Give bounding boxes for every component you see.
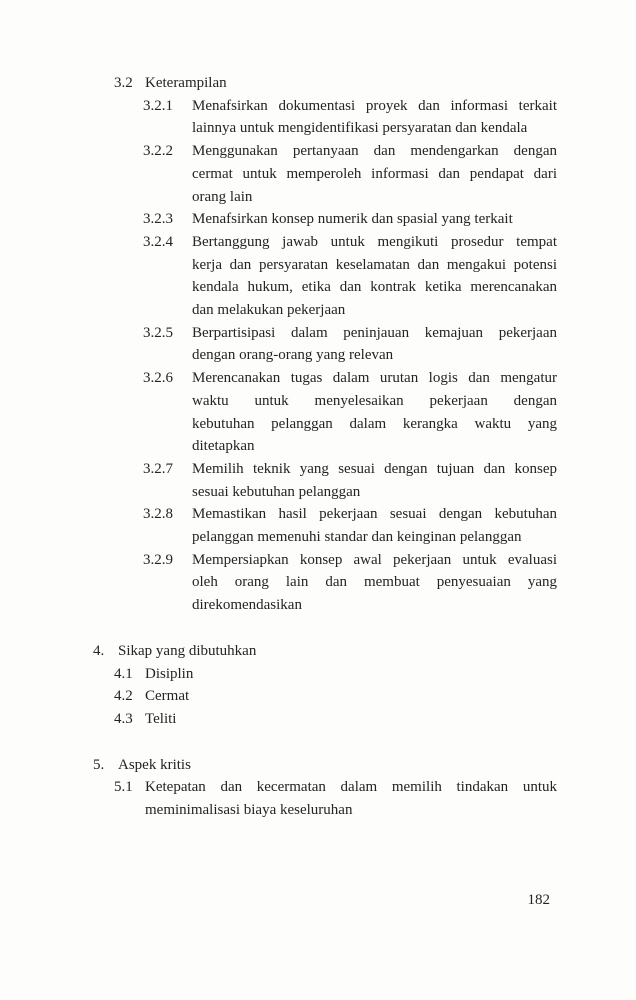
item-text: Menafsirkan konsep numerik dan spasial yang terkait — [192, 211, 513, 228]
item-number: 3.2.8 — [143, 506, 173, 523]
item-text: Merencanakan tugas dalam urutan logis dan mengatur waktu untuk menyelesaikan pekerjaan dengan kebutuhan pelanggan dalam kerangka waktu yang ditetapkan — [192, 370, 557, 455]
section-number: 5. — [93, 756, 105, 773]
item-text: Ketepatan dan kecermatan dalam memilih tindakan untuk meminimalisasi biaya keseluruhan — [145, 779, 557, 819]
list-item — [93, 231, 557, 322]
section-number: 4. — [93, 642, 105, 659]
list-item — [93, 322, 557, 367]
list-item — [93, 208, 557, 231]
list-item — [93, 708, 557, 731]
section-sikap — [93, 640, 557, 731]
item-text: Cermat — [145, 688, 190, 705]
item-text: Mempersiapkan konsep awal pekerjaan untuk evaluasi oleh orang lain dan membuat penyesuaian yang direkomendasikan — [192, 551, 557, 614]
item-text: Memilih teknik yang sesuai dengan tujuan dan konsep sesuai kebutuhan pelanggan — [192, 460, 557, 500]
item-text: Memastikan hasil pekerjaan sesuai dengan kebutuhan pelanggan memenuhi standar dan keinginan pelanggan — [192, 506, 557, 546]
item-text: Bertanggung jawab untuk mengikuti prosedur tempat kerja dan persyaratan keselamatan dan mengakui potensi kendala hukum, etika dan kontrak ketika merencanakan dan melakukan pekerjaan — [192, 233, 557, 319]
page-number: 182 — [527, 892, 550, 908]
section-heading — [93, 72, 557, 95]
section-title: Aspek kritis — [118, 756, 191, 773]
item-number: 3.2.7 — [143, 460, 173, 477]
item-number: 3.2.4 — [143, 233, 173, 250]
list-item — [93, 140, 557, 208]
section-keterampilan — [93, 72, 557, 617]
section-number: 3.2 — [114, 75, 133, 91]
item-number: 3.2.9 — [143, 551, 173, 568]
list-item — [93, 685, 557, 708]
list-item — [93, 503, 557, 548]
item-number: 3.2.2 — [143, 143, 173, 160]
item-text: Menggunakan pertanyaan dan mendengarkan dengan cermat untuk memperoleh informasi dan pendapat dari orang lain — [192, 143, 557, 205]
section-heading — [93, 640, 557, 663]
list-item — [93, 458, 557, 503]
list-item — [93, 776, 557, 821]
item-number: 4.2 — [114, 688, 133, 705]
section-title: Keterampilan — [145, 75, 227, 91]
item-text: Berpartisipasi dalam peninjauan kemajuan pekerjaan dengan orang-orang yang relevan — [192, 324, 557, 364]
list-item — [93, 549, 557, 617]
item-number: 3.2.6 — [143, 370, 173, 387]
item-number: 5.1 — [114, 779, 133, 796]
section-heading — [93, 754, 557, 777]
item-text: Teliti — [145, 710, 177, 727]
list-item — [93, 95, 557, 140]
item-number: 4.3 — [114, 710, 133, 727]
item-number: 3.2.5 — [143, 324, 173, 341]
item-number: 3.2.1 — [143, 97, 173, 114]
item-number: 3.2.3 — [143, 211, 173, 228]
item-text: Menafsirkan dokumentasi proyek dan informasi terkait lainnya untuk mengidentifikasi persyaratan dan kendala — [192, 97, 557, 137]
list-item — [93, 367, 557, 458]
item-number: 4.1 — [114, 665, 133, 682]
section-aspek-kritis — [93, 754, 557, 822]
list-item — [93, 663, 557, 686]
section-title: Sikap yang dibutuhkan — [118, 642, 257, 659]
item-text: Disiplin — [145, 665, 194, 682]
